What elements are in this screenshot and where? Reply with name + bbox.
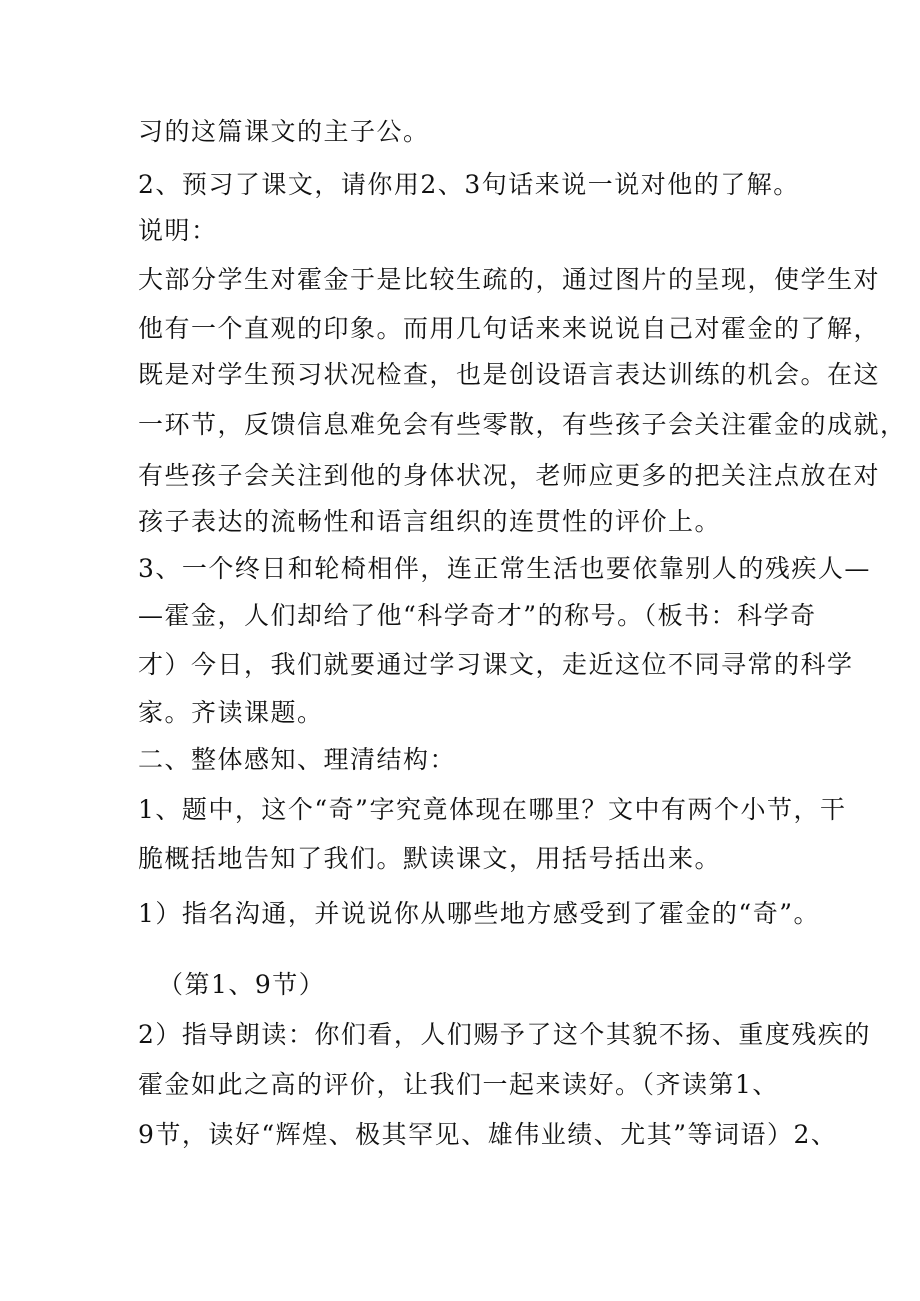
text-line: 1、题中，这个“奇”字究竟体现在哪里？文中有两个小节，干 xyxy=(138,795,847,824)
text-line: 脆概括地告知了我们。默读课文，用括号括出来。 xyxy=(138,844,722,873)
text-line: 3、一个终日和轮椅相伴，连正常生活也要依靠别人的残疾人— xyxy=(138,554,871,583)
text-line: 有些孩子会关注到他的身体状况，老师应更多的把关注点放在对 xyxy=(138,461,881,490)
text-line: 2）指导朗读：你们看，人们赐予了这个其貌不扬、重度残疾的 xyxy=(138,1020,871,1049)
text-line: 习的这篇课文的主子公。 xyxy=(138,117,430,146)
text-line: 2、预习了课文，请你用2、3句话来说一说对他的了解。 xyxy=(138,170,800,199)
text-line: 才）今日，我们就要通过学习课文，走近这位不同寻常的科学 xyxy=(138,650,854,679)
section-heading: 二、整体感知、理清结构： xyxy=(138,745,457,774)
text-line: （第1、9节） xyxy=(158,970,326,999)
text-line: 大部分学生对霍金于是比较生疏的，通过图片的呈现，使学生对 xyxy=(138,265,881,294)
text-line: 说明： xyxy=(138,216,218,245)
text-line: 既是对学生预习状况检查，也是创设语言表达训练的机会。在这 xyxy=(138,360,881,389)
text-line: 孩子表达的流畅性和语言组织的连贯性的评价上。 xyxy=(138,507,722,536)
text-line: —霍金，人们却给了他“科学奇才”的称号。（板书：科学奇 xyxy=(138,601,817,630)
text-line: 霍金如此之高的评价，让我们一起来读好。（齐读第1、 xyxy=(138,1070,779,1099)
text-line: 家。齐读课题。 xyxy=(138,698,324,727)
text-line: 他有一个直观的印象。而用几句话来来说说自己对霍金的了解， xyxy=(138,314,881,343)
text-line: 1）指名沟通，并说说你从哪些地方感受到了霍金的“奇”。 xyxy=(138,899,820,928)
text-line: 一环节，反馈信息难免会有些零散，有些孩子会关注霍金的成就， xyxy=(138,410,907,439)
text-line: 9节，读好“辉煌、极其罕见、雄伟业绩、尤其”等词语）2、 xyxy=(138,1120,838,1149)
